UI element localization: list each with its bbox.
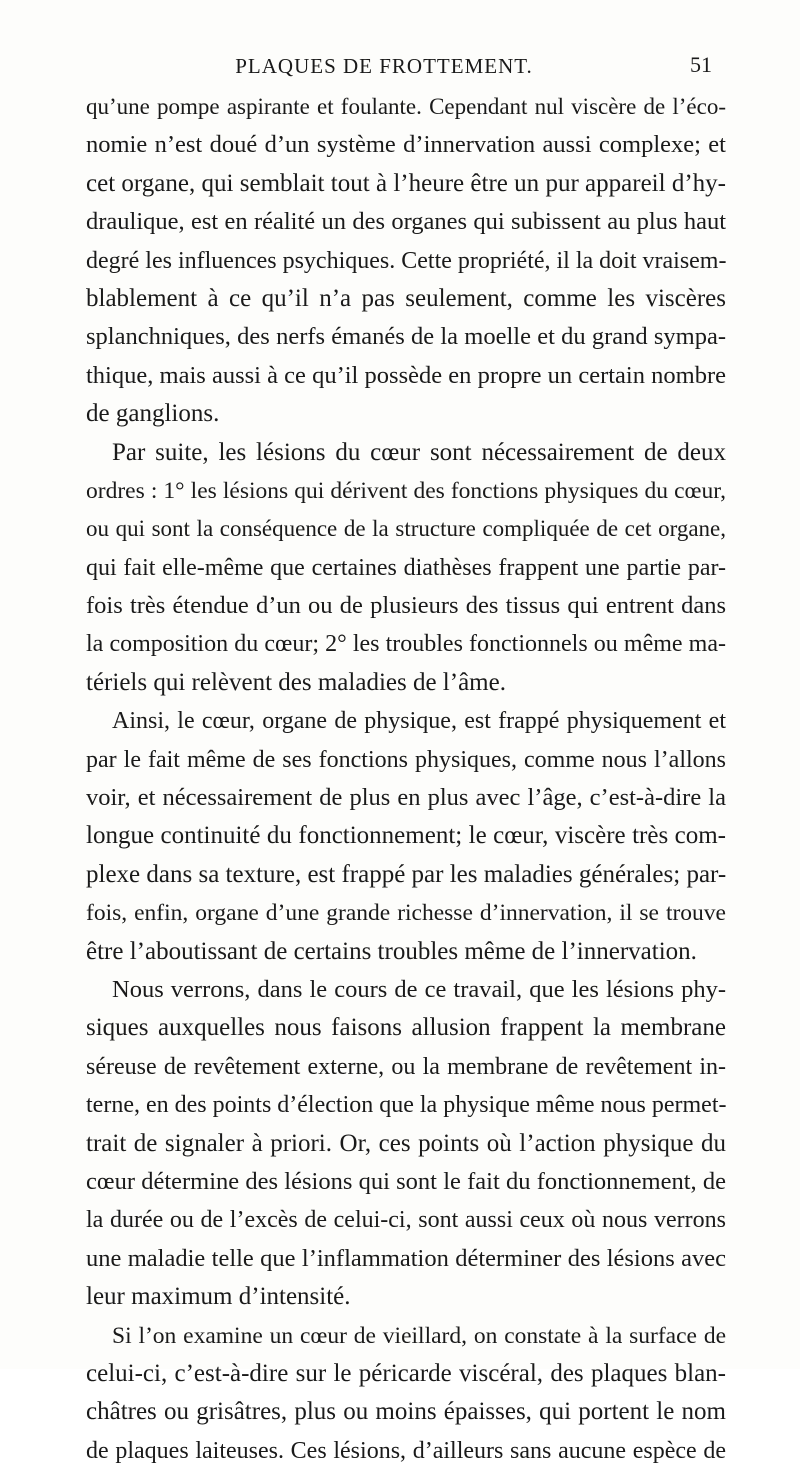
text-line: celui-ci, c’est-à-dire sur le péricarde viscéral, des plaques blan-	[86, 1359, 726, 1387]
text-line: blablement à ce qu’il n’a pas seulement, comme les viscères	[86, 284, 726, 312]
text-line: qui fait elle-même que certaines diathèses frappent une partie par-	[86, 554, 726, 581]
text-line: ordres : 1° les lésions qui dérivent des fonctions physiques du cœur,	[86, 477, 726, 504]
running-title: PLAQUES DE FROTTEMENT.	[235, 54, 533, 78]
text-line: tériels qui relèvent des maladies de l’âme.	[86, 668, 506, 696]
text-line: fois, enfin, organe d’une grande richesse d’innervation, il se trouve	[86, 900, 726, 927]
text-line: plexe dans sa texture, est frappé par les maladies générales; par-	[86, 860, 727, 888]
text-line: Si l’on examine un cœur de vieillard, on constate à la surface de	[112, 1322, 726, 1349]
text-line: trait de signaler à priori. Or, ces points où l’action physique du	[86, 1129, 726, 1157]
text-line: la composition du cœur; 2° les troubles fonctionnels ou même ma-	[86, 631, 726, 658]
text-line: draulique, est en réalité un des organes qui subissent au plus haut	[86, 208, 726, 236]
body-text	[86, 88, 726, 1470]
text-line: Nous verrons, dans le cours de ce travail, que les lésions phy-	[112, 975, 726, 1003]
text-line: qu’une pompe aspirante et foulante. Cependant nul viscère de l’éco-	[86, 94, 726, 119]
page-number: 51	[690, 52, 712, 77]
text-line: longue continuité du fonctionnement; le cœur, viscère très com-	[86, 822, 726, 850]
text-line: par le fait même de ses fonctions physiques, comme nous l’allons	[86, 746, 726, 773]
text-line: splanchniques, des nerfs émanés de la moelle et du grand sympa-	[86, 323, 726, 351]
text-line: nomie n’est doué d’un système d’innervation aussi complexe; et	[86, 131, 726, 159]
text-line: leur maximum d’intensité.	[86, 1283, 351, 1311]
text-line: de ganglions.	[86, 400, 220, 428]
text-line: de plaques laiteuses. Ces lésions, d’ailleurs sans aucune espèce de	[86, 1437, 726, 1464]
text-line: thique, mais aussi à ce qu’il possède en propre un certain nombre	[86, 361, 726, 389]
text-line: la durée ou de l’excès de celui-ci, sont aussi ceux où nous verrons	[86, 1207, 726, 1234]
text-line: séreuse de revêtement externe, ou la membrane de revêtement in-	[86, 1053, 726, 1080]
text-line: fois très étendue d’un ou de plusieurs des tissus qui entrent dans	[86, 592, 726, 620]
text-line: Ainsi, le cœur, organe de physique, est frappé physiquement et	[112, 708, 726, 735]
text-line: degré les influences psychiques. Cette propriété, il la doit vraisem-	[86, 247, 727, 274]
text-line: Par suite, les lésions du cœur sont nécessairement de deux	[112, 438, 726, 466]
text-line: ou qui sont la conséquence de la structure compliquée de cet organe,	[86, 516, 726, 542]
text-line: châtres ou grisâtres, plus ou moins épaisses, qui portent le nom	[86, 1398, 726, 1426]
text-line: terne, en des points d’élection que la physique même nous permet-	[86, 1092, 727, 1119]
page-header	[86, 52, 712, 84]
text-line: voir, et nécessairement de plus en plus avec l’âge, c’est-à-dire la	[86, 784, 726, 812]
text-line: être l’aboutissant de certains troubles même de l’innervation.	[86, 937, 697, 965]
text-line: une maladie telle que l’inflammation déterminer des lésions avec	[86, 1244, 726, 1272]
text-line: siques auxquelles nous faisons allusion frappent la membrane	[86, 1014, 726, 1042]
text-line: cet organe, qui semblait tout à l’heure être un pur appareil d’hy-	[86, 169, 726, 197]
text-line: cœur détermine des lésions qui sont le fait du fonctionnement, de	[86, 1167, 726, 1195]
